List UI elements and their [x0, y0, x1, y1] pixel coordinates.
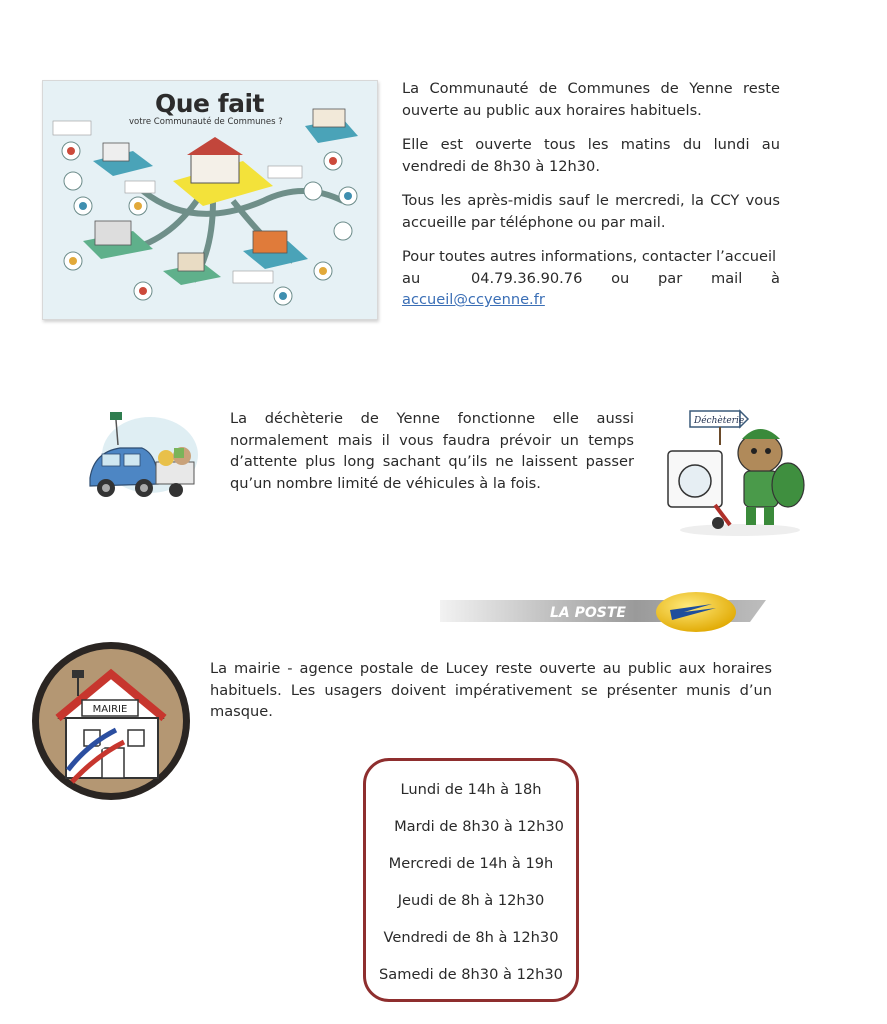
recycling-character-illustration [660, 405, 810, 540]
opening-hours-box [363, 758, 579, 1002]
la-poste-label: LA POSTE [550, 605, 626, 621]
la-poste-banner [440, 590, 770, 638]
contact-a: à [771, 269, 780, 287]
mairie-text: La mairie - agence postale de Lucey reste ouverte au public aux horaires habituels. Les usagers doivent impérativement se présenter munis d’un masque. [210, 660, 772, 720]
town-hall-icon [30, 640, 192, 802]
contact-au: au [402, 269, 421, 287]
car-icon [80, 400, 200, 515]
ccy-info-text [402, 78, 780, 311]
phone-number[interactable]: 04.79.36.90.76 [470, 269, 583, 287]
hours-saturday: Samedi de 8h30 à 12h30 [379, 966, 563, 983]
hours-monday: Lundi de 14h à 18h [400, 781, 542, 798]
poster-subtitle: votre Communauté de Communes ? [129, 117, 283, 127]
contact-par: par [658, 269, 683, 287]
contact-mail: mail [711, 269, 743, 287]
decheterie-text: La déchèterie de Yenne fonctionne elle aussi normalement mais il vous faudra prévoir un temps d’attente plus long sachant qu’ils ne laissent passer qu’un nombre limité de véhicules à la fois. [230, 410, 634, 492]
hours-thursday: Jeudi de 8h à 12h30 [397, 892, 545, 909]
ccy-paragraph-4 [402, 246, 780, 311]
ccy-paragraph-3: Tous les après-midis sauf le mercredi, la CCY vous accueille par téléphone ou par mail. [402, 192, 780, 231]
ccy-paragraph-2: Elle est ouverte tous les matins du lundi au vendredi de 8h30 à 12h30. [402, 136, 780, 175]
mairie-sign-text: MAIRIE [92, 704, 128, 715]
contact-intro: Pour toutes autres informations, contacter l’accueil [402, 248, 777, 265]
email-link[interactable]: accueil@ccyenne.fr [402, 291, 545, 308]
contact-line [402, 268, 780, 290]
decheterie-sign: Déchèterie [694, 416, 745, 426]
hours-tuesday: Mardi de 8h30 à 12h30 [394, 818, 564, 835]
hours-friday: Vendredi de 8h à 12h30 [383, 929, 559, 946]
contact-ou: ou [611, 269, 630, 287]
poster-title: Que fait [155, 89, 264, 118]
la-poste-logo-icon [440, 590, 770, 638]
hours-wednesday: Mercredi de 14h à 19h [388, 855, 554, 872]
ccy-poster-image [42, 80, 378, 320]
ccy-paragraph-1: La Communauté de Communes de Yenne reste ouverte au public aux horaires habituels. [402, 80, 780, 119]
mairie-logo [30, 640, 192, 802]
car-trailer-illustration [80, 400, 200, 515]
recycling-icon [660, 405, 810, 540]
